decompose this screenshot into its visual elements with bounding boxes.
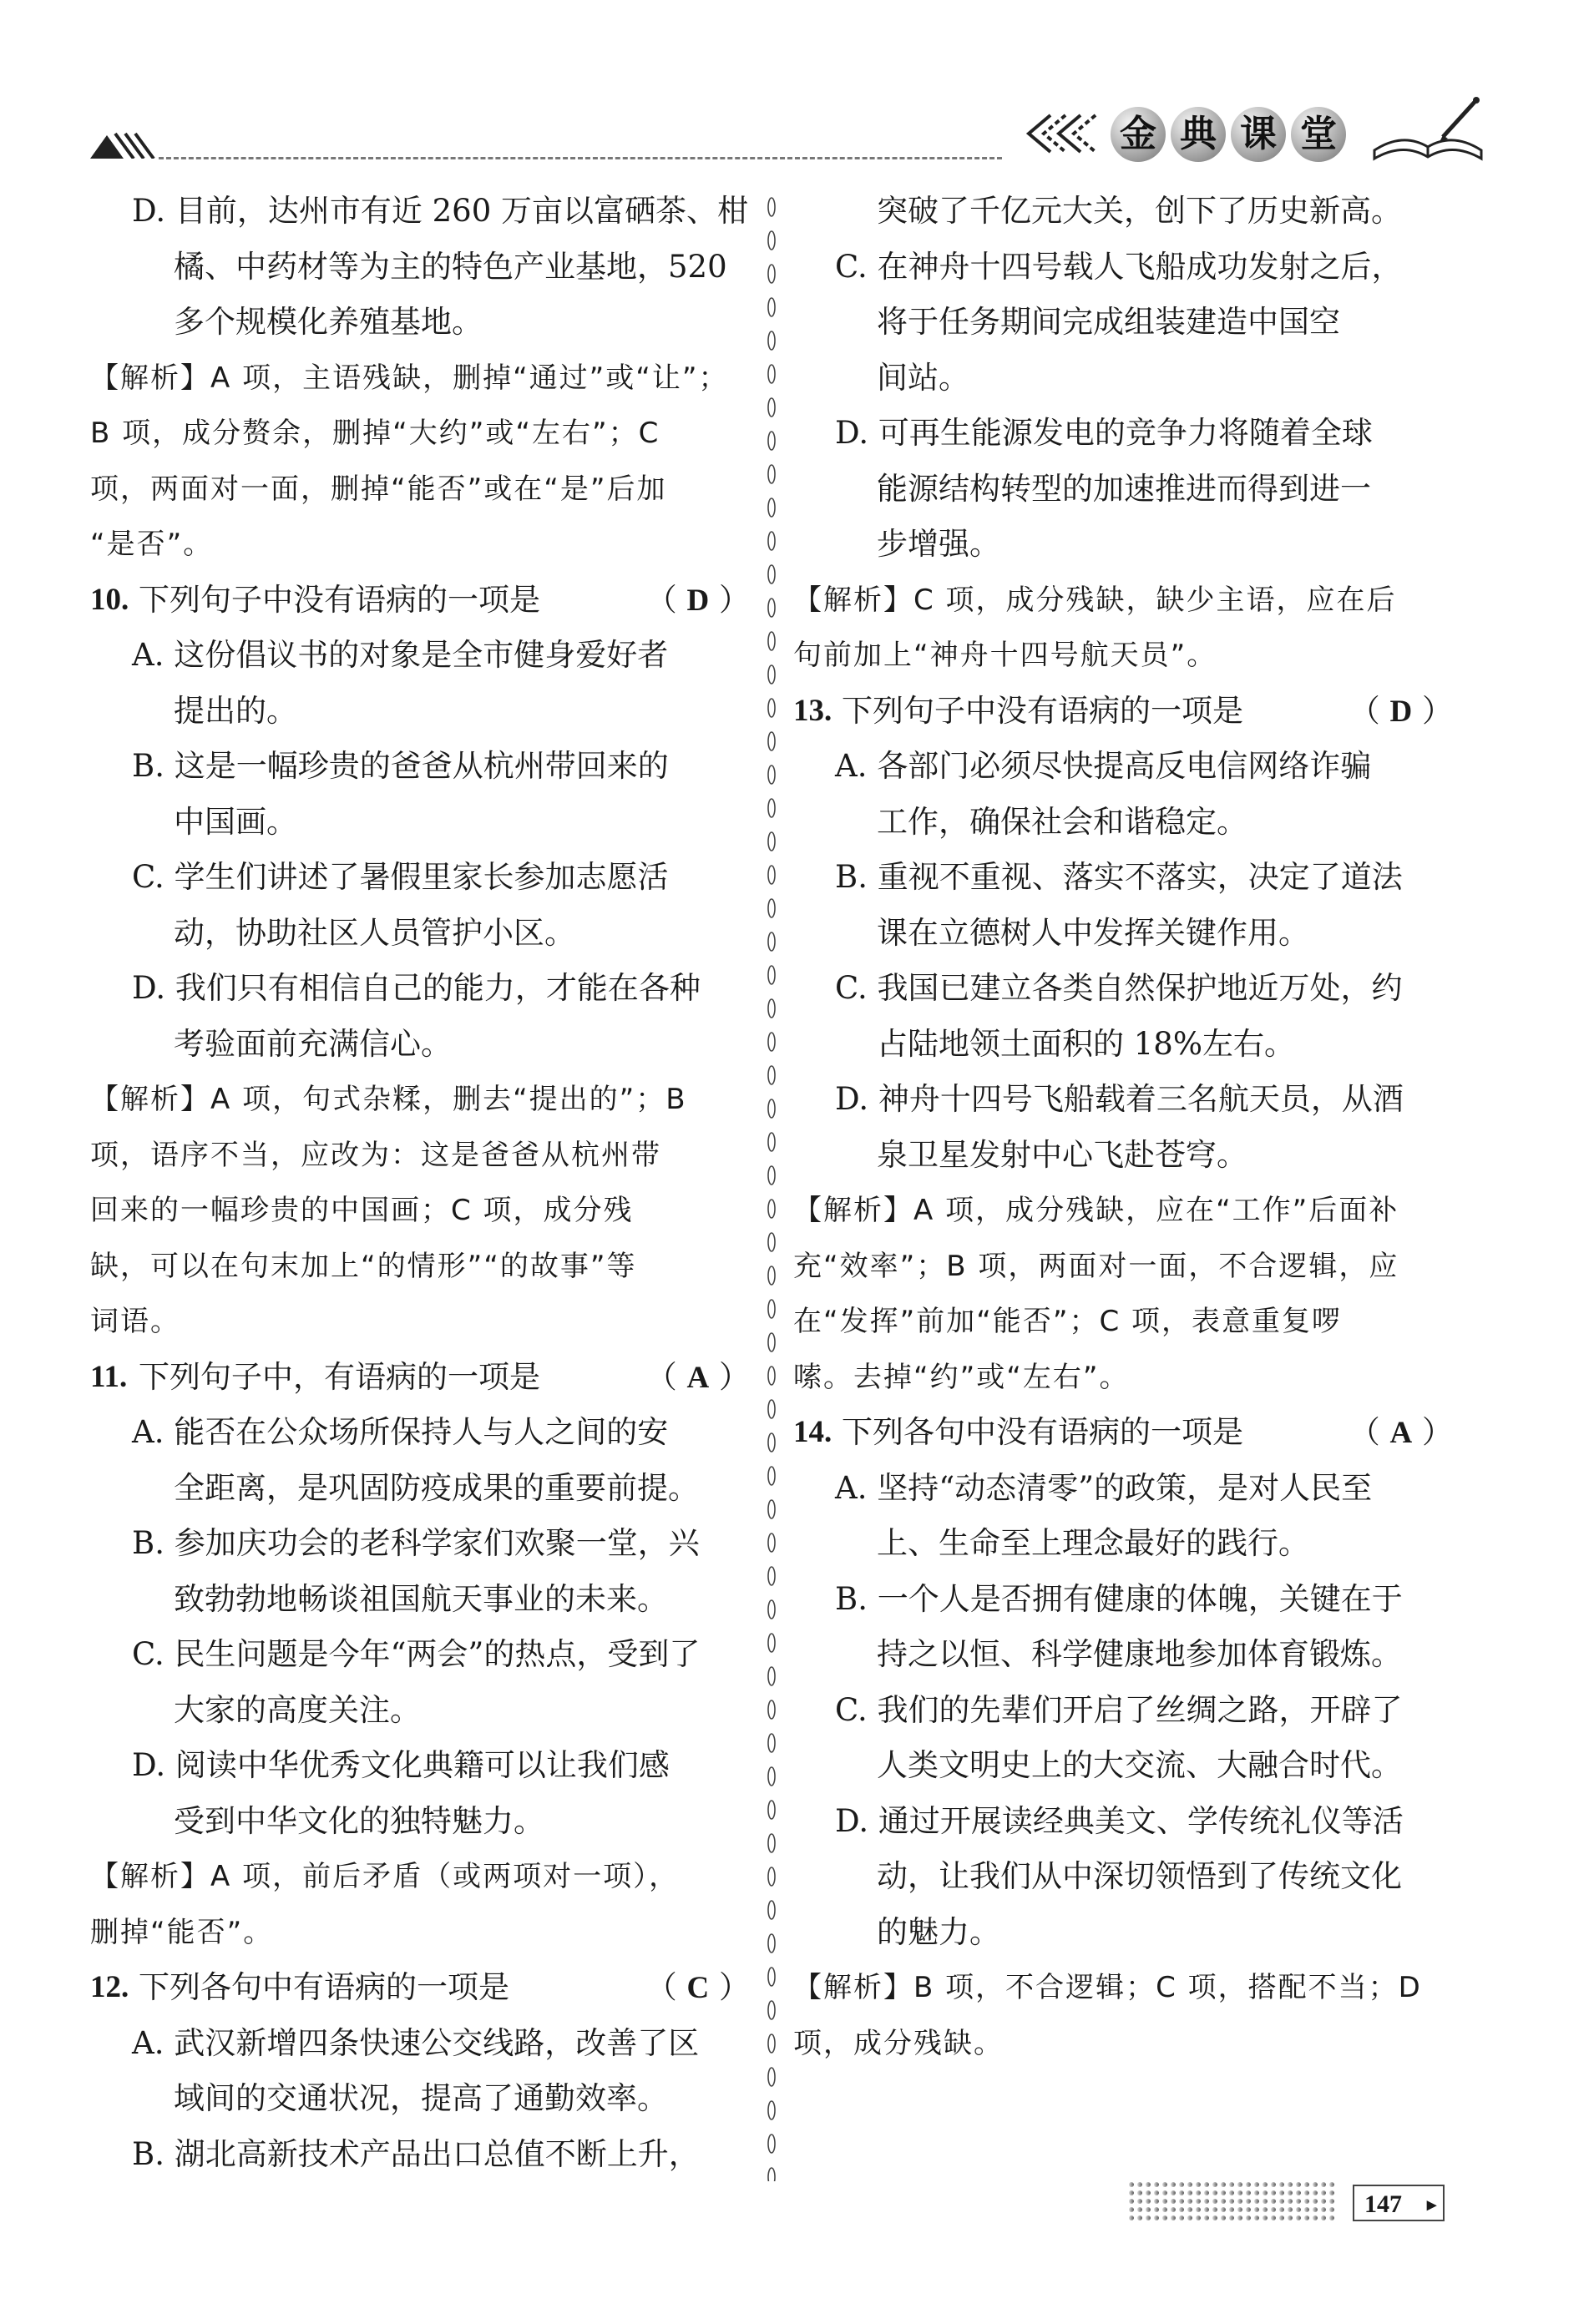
question-number: 10.: [90, 582, 129, 617]
brand-title: [1111, 107, 1346, 162]
page-header: [0, 0, 1594, 167]
question-number: 11.: [90, 1359, 128, 1394]
header-dashed-rule: [159, 157, 1002, 159]
halftone-dots-decoration: [1127, 2180, 1336, 2222]
q9-analysis: [90, 351, 750, 573]
option-text: 步增强。: [877, 526, 1000, 562]
answer-letter: D: [1389, 694, 1413, 729]
option-c: C. 我国已建立各类自然保护地近万处，约: [835, 970, 1403, 1006]
analysis-line: 充“效率”；B 项，两面对一面，不合逻辑，应: [793, 1249, 1399, 1283]
option-a: A. 能否在公众场所保持人与人之间的安: [132, 1414, 669, 1450]
analysis-line: 词语。: [90, 1305, 180, 1338]
option-text: 人类文明史上的大交流、大融合时代。: [877, 1747, 1402, 1783]
option-b: B. 一个人是否拥有健康的体魄，关键在于: [835, 1580, 1403, 1617]
answer-bracket: （ A ）: [645, 1358, 750, 1395]
option-b: B. 参加庆功会的老科学家们欢聚一堂，兴: [132, 1525, 700, 1561]
analysis-line: 【解析】B 项，不合逻辑；C 项，搭配不当；D: [793, 1971, 1422, 2004]
option-text: 目前，达州市有近 260 万亩以富硒茶、柑: [175, 193, 749, 229]
question-stem: 下列句子中，有语病的一项是: [139, 1358, 540, 1395]
option-a: A. 各部门必须尽快提高反电信网络诈骗: [835, 748, 1372, 784]
option-c: C. 民生问题是今年“两会”的热点，受到了: [132, 1636, 701, 1672]
option-c: C. 学生们讲述了暑假里家长参加志愿活: [132, 859, 669, 895]
option-d: D. 神舟十四号飞船载着三名航天员，从酒: [835, 1081, 1404, 1117]
brand-char: 典: [1171, 107, 1226, 162]
q10-analysis: [90, 1072, 750, 1350]
question-stem: 下列句子中没有语病的一项是: [139, 581, 540, 618]
option-text: 工作，确保社会和谐稳定。: [877, 803, 1247, 840]
analysis-line: 【解析】A 项，主语残缺，删掉“通过”或“让”；: [90, 361, 729, 395]
option-d: D. 阅读中华优秀文化典籍可以让我们感: [132, 1747, 670, 1783]
option-text: 多个规模化养殖基地。: [174, 304, 483, 340]
answer-letter: D: [686, 583, 710, 618]
option-b: B. 湖北高新技术产品出口总值不断上升，: [132, 2135, 700, 2172]
brand-char: 金: [1111, 107, 1166, 162]
question-11: [90, 1350, 750, 1406]
analysis-line: 【解析】A 项，句式杂糅，删去“提出的”；B: [90, 1083, 687, 1116]
option-text: 突破了千亿元大关，创下了历史新高。: [877, 193, 1402, 229]
option-text: 受到中华文化的独特魅力。: [174, 1802, 544, 1839]
brand-char: 堂: [1291, 107, 1346, 162]
option-text: 橘、中药材等为主的特色产业基地，520: [174, 248, 727, 285]
answer-letter: C: [686, 1971, 710, 2005]
answer-bracket: （ C ）: [645, 1969, 750, 2005]
q12-analysis: [793, 573, 1453, 684]
page-number: 147: [1364, 2190, 1402, 2218]
answer-letter: A: [1389, 1416, 1413, 1450]
option-b: B. 这是一幅珍贵的爸爸从杭州带回来的: [132, 748, 669, 784]
open-book-pen-icon: [1369, 92, 1486, 167]
analysis-line: 嗦。去掉“约”或“左右”。: [793, 1360, 1130, 1394]
option-text: 泉卫星发射中心飞赴苍穹。: [877, 1136, 1247, 1173]
q14-analysis: [793, 1960, 1453, 2071]
option-text: 大家的高度关注。: [174, 1691, 421, 1728]
question-number: 12.: [90, 1970, 129, 2004]
question-10: [90, 573, 750, 629]
option-text: 动，让我们从中深切领悟到了传统文化: [877, 1858, 1402, 1894]
q11-analysis: [90, 1849, 750, 1960]
answer-bracket: （ D ）: [1349, 692, 1453, 729]
analysis-line: 【解析】A 项，成分残缺，应在“工作”后面补: [793, 1194, 1399, 1227]
answer-letter: A: [686, 1360, 710, 1395]
option-text: 提出的。: [174, 692, 297, 729]
option-label: D.: [132, 193, 166, 229]
analysis-line: 项，两面对一面，删掉“能否”或在“是”后加: [90, 472, 667, 506]
analysis-line: 回来的一幅珍贵的中国画；C 项，成分残: [90, 1194, 634, 1227]
question-number: 13.: [793, 693, 832, 728]
question-13: [793, 684, 1453, 740]
option-a: A. 坚持“动态清零”的政策，是对人民至: [835, 1469, 1373, 1506]
option-text: 间站。: [877, 359, 969, 396]
question-number: 14.: [793, 1415, 832, 1449]
option-text: 持之以恒、科学健康地参加体育锻炼。: [877, 1636, 1402, 1672]
question-stem: 下列各句中没有语病的一项是: [842, 1414, 1243, 1450]
page-number-box: [1353, 2185, 1445, 2221]
question-stem: 下列各句中有语病的一项是: [139, 1969, 509, 2005]
option-text: 动，协助社区人员管护小区。: [174, 914, 575, 951]
option-a: A. 这份倡议书的对象是全市健身爱好者: [132, 637, 669, 673]
option-b: B. 重视不重视、落实不落实，决定了道法: [835, 859, 1403, 895]
answer-bracket: （ D ）: [645, 581, 750, 618]
right-column: [793, 184, 1453, 2071]
option-text: 占陆地领土面积的 18%左右。: [877, 1025, 1295, 1062]
question-stem: 下列句子中没有语病的一项是: [842, 692, 1243, 729]
analysis-line: 句前加上“神舟十四号航天员”。: [793, 639, 1217, 672]
analysis-line: 项，成分残缺。: [793, 2026, 1004, 2060]
analysis-line: B 项，成分赘余，删掉“大约”或“左右”；C: [90, 417, 660, 450]
option-d: D. 通过开展读经典美文、学传统礼仪等活: [835, 1802, 1404, 1839]
double-chevron-icon: [1017, 109, 1109, 159]
option-d: D. 可再生能源发电的竞争力将随着全球: [835, 415, 1373, 451]
question-12: [90, 1960, 750, 2016]
analysis-line: 【解析】C 项，成分残缺，缺少主语，应在后: [793, 583, 1397, 617]
option-text: 课在立德树人中发挥关键作用。: [877, 914, 1309, 951]
column-divider: [767, 190, 777, 2181]
analysis-line: “是否”。: [90, 528, 214, 561]
q9-option-d: [90, 184, 750, 240]
page-marker-icon: ▸: [1426, 2194, 1436, 2215]
option-text: 考验面前充满信心。: [174, 1025, 452, 1062]
question-14: [793, 1405, 1453, 1461]
option-c: C. 在神舟十四号载人飞船成功发射之后，: [835, 248, 1403, 285]
analysis-line: 项，语序不当，应改为：这是爸爸从杭州带: [90, 1138, 661, 1172]
option-text: 上、生命至上理念最好的践行。: [877, 1525, 1309, 1561]
analysis-line: 缺，可以在句末加上“的情形”“的故事”等: [90, 1249, 637, 1283]
option-text: 将于任务期间完成组装建造中国空: [877, 304, 1340, 340]
option-text: 中国画。: [174, 803, 297, 840]
option-text: 全距离，是巩固防疫成果的重要前提。: [174, 1469, 699, 1506]
left-column: [90, 184, 750, 2182]
brand-char: 课: [1231, 107, 1286, 162]
q13-analysis: [793, 1183, 1453, 1405]
option-text: 域间的交通状况，提高了通勤效率。: [174, 2080, 668, 2116]
option-d: D. 我们只有相信自己的能力，才能在各种: [132, 970, 701, 1006]
analysis-line: 【解析】A 项，前后矛盾（或两项对一项），: [90, 1860, 680, 1893]
answer-bracket: （ A ）: [1349, 1414, 1453, 1450]
analysis-line: 删掉“能否”。: [90, 1915, 274, 1949]
option-text: 能源结构转型的加速推进而得到进一: [877, 470, 1371, 507]
option-text: 的魅力。: [877, 1913, 1000, 1950]
triangle-stripes-icon: [90, 125, 157, 159]
option-c: C. 我们的先辈们开启了丝绸之路，开辟了: [835, 1691, 1403, 1728]
analysis-line: 在“发挥”前加“能否”；C 项，表意重复啰: [793, 1305, 1343, 1338]
option-text: 致勃勃地畅谈祖国航天事业的未来。: [174, 1580, 668, 1617]
option-a: A. 武汉新增四条快速公交线路，改善了区: [132, 2024, 700, 2061]
